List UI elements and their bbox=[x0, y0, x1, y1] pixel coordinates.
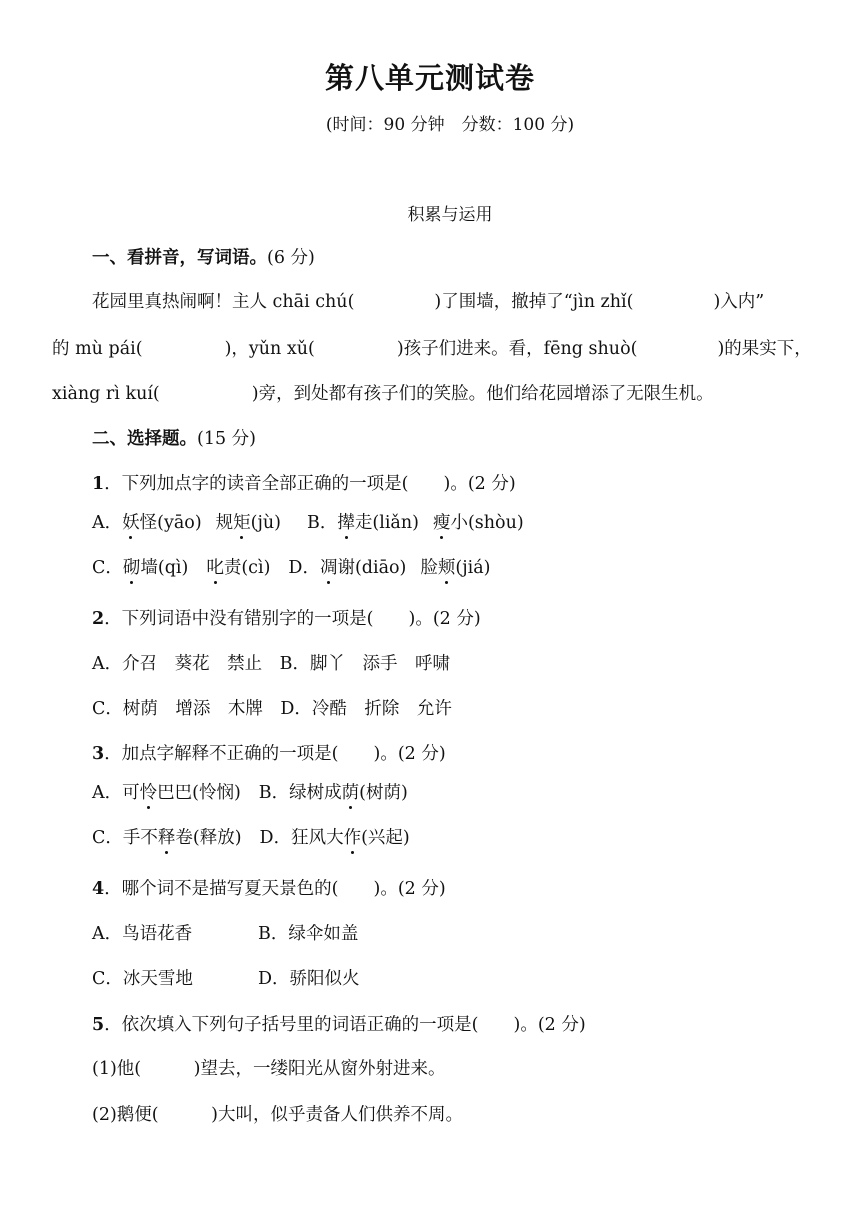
item-1-options-cd bbox=[92, 554, 491, 579]
dotted-char: 荫 bbox=[342, 779, 360, 804]
option-label: B． bbox=[307, 513, 338, 533]
text-segment: )的果实下， bbox=[717, 339, 812, 359]
option-text: 墙(qì) bbox=[140, 558, 189, 578]
dotted-char: 释 bbox=[158, 824, 176, 849]
dotted-char: 怜 bbox=[140, 779, 158, 804]
item-5-stem bbox=[92, 1011, 586, 1036]
option-text: C．手不 bbox=[92, 828, 158, 848]
option-text: (兴起) bbox=[361, 828, 410, 848]
question-1-score: (6 分) bbox=[267, 248, 315, 268]
option-text: B．绿树成 bbox=[258, 783, 342, 803]
dotted-char: 叱 bbox=[206, 554, 224, 579]
text-segment: )，yǔn xǔ( bbox=[224, 339, 315, 359]
pinyin-line-1 bbox=[92, 288, 764, 313]
item-text: ．加点字解释不正确的一项是( )。(2 分) bbox=[104, 744, 446, 764]
text-segment: )了围墙，撤掉了“jìn zhǐ( bbox=[434, 292, 634, 312]
text-segment: )入内” bbox=[713, 292, 765, 312]
item-text: ．下列词语中没有错别字的一项是( )。(2 分) bbox=[104, 609, 481, 629]
section-heading: 积累与运用 bbox=[407, 205, 493, 225]
item-4-option-d: D．骄阳似火 bbox=[258, 969, 360, 989]
item-number: 3 bbox=[92, 744, 105, 764]
option-text: (jù) bbox=[250, 513, 282, 533]
option-text: (jiá) bbox=[455, 558, 491, 578]
dotted-char: 矩 bbox=[233, 509, 251, 534]
text-segment: 的 mù pái( bbox=[52, 339, 143, 359]
dotted-char: 凋 bbox=[320, 554, 338, 579]
question-2-heading bbox=[92, 425, 256, 450]
option-text: (树荫) bbox=[359, 783, 408, 803]
dotted-char: 瘦 bbox=[433, 509, 451, 534]
dotted-char: 撵 bbox=[337, 509, 355, 534]
option-text: 走(liǎn) bbox=[354, 513, 419, 533]
question-1-heading bbox=[92, 244, 315, 269]
question-2-title: 二、选择题。 bbox=[92, 429, 197, 449]
text-segment: )孩子们进来。看，fēng shuò( bbox=[396, 339, 638, 359]
option-text: 谢(diāo) bbox=[337, 558, 407, 578]
item-3-options-cd bbox=[92, 824, 410, 849]
option-text: 巴巴(怜悯) bbox=[157, 783, 241, 803]
item-3-options-ab bbox=[92, 779, 408, 804]
item-4-option-b: B．绿伞如盖 bbox=[258, 924, 359, 944]
item-number: 1 bbox=[92, 474, 105, 494]
item-2-stem bbox=[92, 605, 481, 630]
item-2-options-ab: A．介召 葵花 禁止 B．脚丫 添手 呼啸 bbox=[92, 654, 450, 674]
dotted-char: 妖 bbox=[122, 509, 140, 534]
page-title: 第八单元测试卷 bbox=[324, 61, 535, 95]
item-1-options-ab bbox=[92, 509, 524, 534]
option-text: 怪(yāo) bbox=[139, 513, 202, 533]
item-4-option-c: C．冰天雪地 bbox=[92, 969, 193, 989]
item-4-stem bbox=[92, 875, 446, 900]
text-segment: )旁，到处都有孩子们的笑脸。他们给花园增添了无限生机。 bbox=[251, 384, 714, 404]
option-text: D．狂风大 bbox=[259, 828, 344, 848]
item-number: 2 bbox=[92, 609, 105, 629]
dotted-char: 作 bbox=[344, 824, 362, 849]
dotted-char: 颊 bbox=[438, 554, 456, 579]
item-text: ．依次填入下列句子括号里的词语正确的一项是( )。(2 分) bbox=[104, 1015, 586, 1035]
option-label: D． bbox=[288, 558, 320, 578]
question-2-score: (15 分) bbox=[197, 429, 256, 449]
option-text: 小(shòu) bbox=[450, 513, 524, 533]
option-text: 责(cì) bbox=[223, 558, 271, 578]
item-5-sentence-1: (1)他( )望去，一缕阳光从窗外射进来。 bbox=[92, 1059, 446, 1079]
option-text: 脸 bbox=[420, 558, 438, 578]
item-text: ．下列加点字的读音全部正确的一项是( )。(2 分) bbox=[104, 474, 516, 494]
item-text: ．哪个词不是描写夏天景色的( )。(2 分) bbox=[104, 879, 446, 899]
option-text: A．可 bbox=[92, 783, 140, 803]
text-segment: xiàng rì kuí( bbox=[52, 384, 160, 404]
option-text: 卷(释放) bbox=[175, 828, 242, 848]
exam-info: (时间：90 分钟 分数：100 分) bbox=[325, 115, 575, 135]
item-2-options-cd: C．树荫 增添 木牌 D．冷酷 折除 允许 bbox=[92, 699, 452, 719]
option-text: 规 bbox=[215, 513, 234, 533]
pinyin-line-3 bbox=[52, 380, 714, 405]
dotted-char: 砌 bbox=[123, 554, 141, 579]
option-label: A． bbox=[92, 513, 123, 533]
pinyin-line-2 bbox=[52, 335, 812, 360]
item-number: 5 bbox=[92, 1015, 105, 1035]
item-4-option-a: A．鸟语花香 bbox=[92, 924, 193, 944]
item-number: 4 bbox=[92, 879, 105, 899]
item-1-stem bbox=[92, 470, 516, 495]
item-5-sentence-2: (2)鹅便( )大叫，似乎责备人们供养不周。 bbox=[92, 1105, 463, 1125]
question-1-title: 一、看拼音，写词语。 bbox=[92, 248, 267, 268]
item-3-stem bbox=[92, 740, 446, 765]
option-label: C． bbox=[92, 558, 123, 578]
text-segment: 花园里真热闹啊！主人 chāi chú( bbox=[92, 292, 355, 312]
